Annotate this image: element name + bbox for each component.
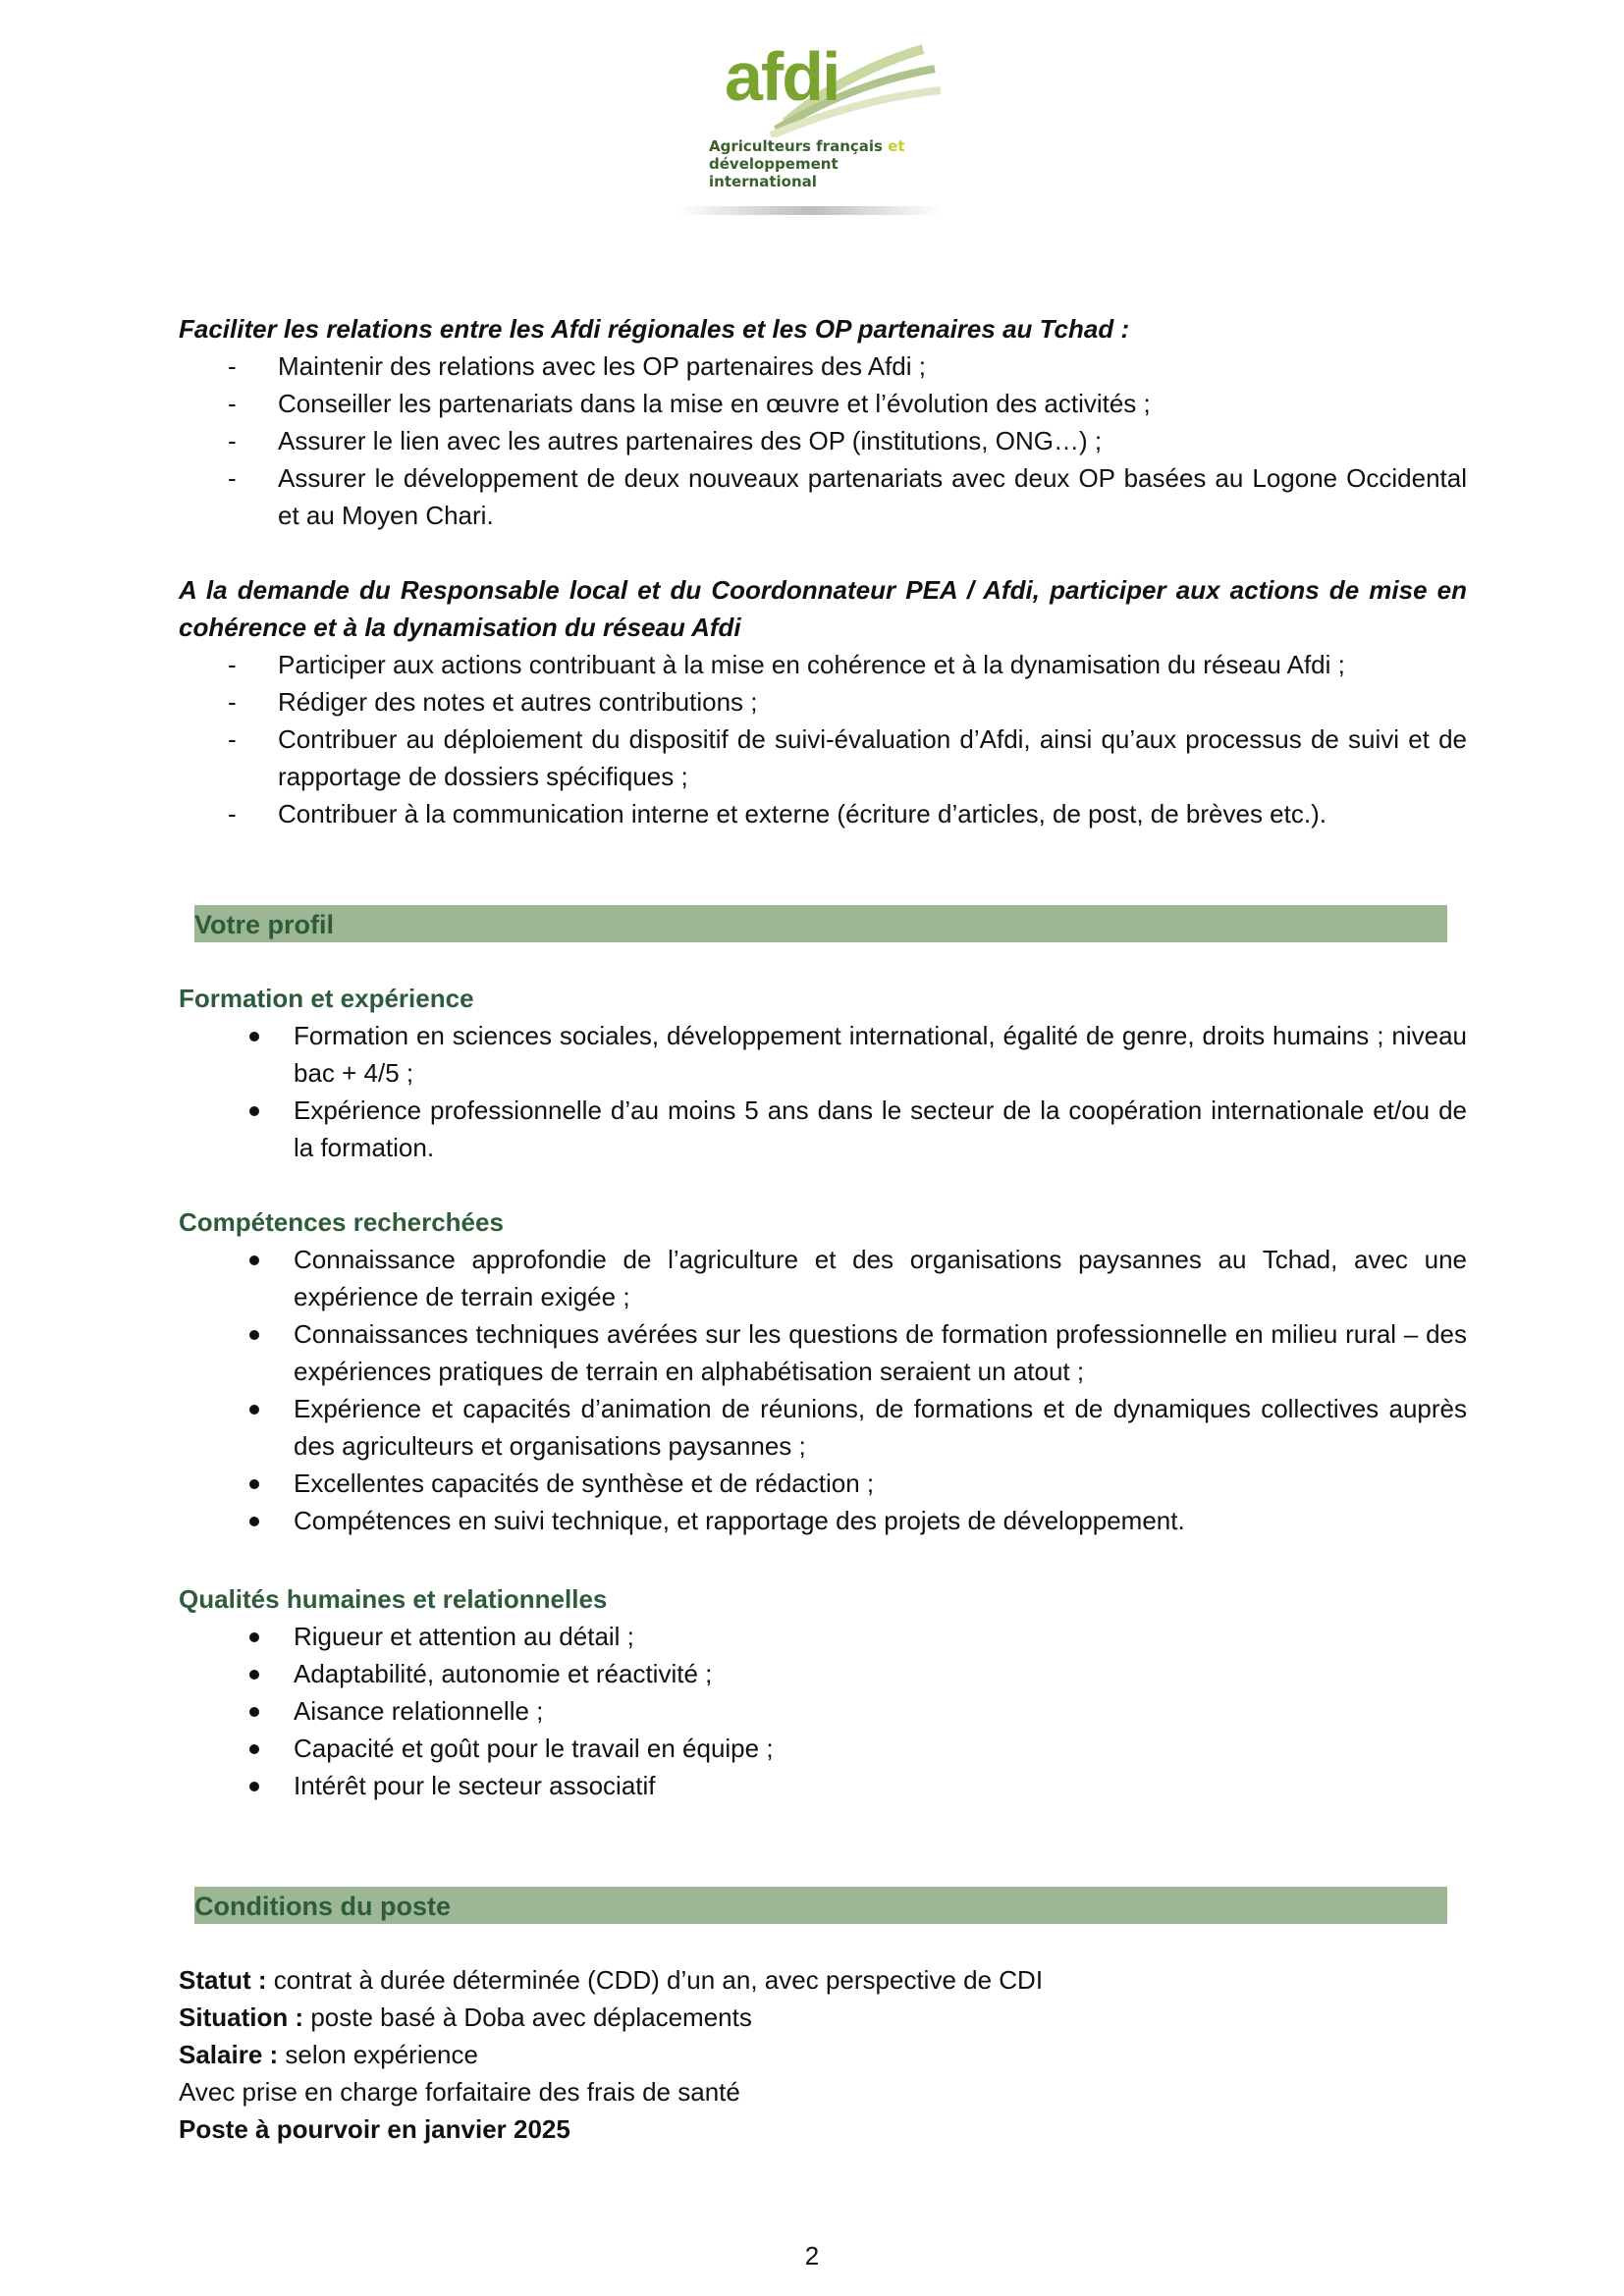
bullet-icon [249, 1405, 259, 1415]
profil-qualites [179, 1580, 1467, 1804]
logo-underline-graphic [677, 204, 943, 218]
profil-competences [179, 1203, 1467, 1539]
bullet-icon [249, 1632, 259, 1642]
bullet-icon [249, 1106, 259, 1116]
bullet-icon [249, 1782, 259, 1791]
section-header-profil: Votre profil [194, 905, 1447, 942]
page-number: 2 [804, 2241, 820, 2270]
pourvoir-line: Poste à pourvoir en janvier 2025 [179, 2114, 570, 2144]
list-item: - Maintenir des relations avec les OP partenaires des Afdi ; [228, 351, 926, 381]
list-item: Capacité et goût pour le travail en équipe ; [179, 1730, 1467, 1767]
list-item: - Conseiller les partenariats dans la mise en œuvre et l’évolution des activités ; [228, 389, 1151, 418]
logo-wordmark: afdi [725, 38, 839, 115]
bullet-icon [249, 1744, 259, 1754]
list-item: - Contribuer à la communication interne et externe (écriture d’articles, de post, de brèves etc.). [228, 799, 1326, 828]
conditions-block [179, 1961, 1467, 2148]
qualites-heading: Qualités humaines et relationnelles [179, 1584, 608, 1614]
list-item: - Rédiger des notes et autres contributions ; [228, 687, 758, 717]
block-reseau [179, 571, 1467, 832]
list-item: Compétences en suivi technique, et rapportage des projets de développement. [179, 1502, 1467, 1539]
list-item: Rigueur et attention au détail ; [179, 1618, 1467, 1655]
block-reseau-list [179, 646, 1467, 832]
bullet-icon [249, 1255, 259, 1265]
formation-heading: Formation et expérience [179, 984, 474, 1013]
section-header-conditions: Conditions du poste [194, 1887, 1447, 1924]
list-item: - Contribuer au déploiement du dispositif de suivi-évaluation d’Afdi, ainsi qu’aux processus de suivi et de rapportage de dossiers spécifiques ; [228, 724, 1467, 791]
bullet-icon [249, 1517, 259, 1526]
block-reseau-heading: A la demande du Responsable local et du Coordonnateur PEA / Afdi, participer aux actions de mise en cohérence et à la dynamisation du réseau Afdi [179, 575, 1467, 642]
competences-list [179, 1241, 1467, 1539]
block-relations-heading: Faciliter les relations entre les Afdi régionales et les OP partenaires au Tchad : [179, 314, 1130, 344]
situation-line: Situation : poste basé à Doba avec déplacements [179, 2002, 752, 2032]
salaire-line: Salaire : selon expérience [179, 2040, 478, 2069]
competences-heading: Compétences recherchées [179, 1207, 504, 1237]
list-item: - Participer aux actions contribuant à la mise en cohérence et à la dynamisation du réseau Afdi ; [228, 650, 1345, 679]
logo-tagline: Agriculteurs français et développement international [709, 137, 905, 190]
formation-list [179, 1017, 1467, 1166]
afdi-logo [677, 29, 943, 226]
list-item: Expérience professionnelle d’au moins 5 ans dans le secteur de la coopération internationale et/ou de la formation. [179, 1092, 1467, 1166]
sante-line: Avec prise en charge forfaitaire des frais de santé [179, 2077, 740, 2107]
list-item: - Assurer le développement de deux nouveaux partenariats avec deux OP basées au Logone Occidental et au Moyen Chari. [228, 463, 1467, 530]
list-item: Adaptabilité, autonomie et réactivité ; [179, 1655, 1467, 1692]
profil-formation [179, 980, 1467, 1166]
block-relations [179, 310, 1467, 534]
bullet-icon [249, 1479, 259, 1489]
list-item: Connaissances techniques avérées sur les questions de formation professionnelle en milieu rural – des expériences pratiques de terrain en alphabétisation seraient un atout ; [179, 1315, 1467, 1390]
bullet-icon [249, 1670, 259, 1680]
statut-line: Statut : contrat à durée déterminée (CDD) d’un an, avec perspective de CDI [179, 1965, 1044, 1995]
list-item: Expérience et capacités d’animation de réunions, de formations et de dynamiques collectives auprès des agriculteurs et organisations paysannes ; [179, 1390, 1467, 1465]
list-item: Formation en sciences sociales, développement international, égalité de genre, droits humains ; niveau bac + 4/5 ; [179, 1017, 1467, 1092]
list-item: Aisance relationnelle ; [179, 1692, 1467, 1730]
bullet-icon [249, 1707, 259, 1717]
bullet-icon [249, 1032, 259, 1041]
qualites-list [179, 1618, 1467, 1804]
list-item: Intérêt pour le secteur associatif [179, 1767, 1467, 1804]
list-item: Connaissance approfondie de l’agriculture et des organisations paysannes au Tchad, avec une expérience de terrain exigée ; [179, 1241, 1467, 1315]
bullet-icon [249, 1330, 259, 1340]
block-relations-list [179, 347, 1467, 534]
list-item: - Assurer le lien avec les autres partenaires des OP (institutions, ONG…) ; [228, 426, 1103, 455]
list-item: Excellentes capacités de synthèse et de rédaction ; [179, 1465, 1467, 1502]
